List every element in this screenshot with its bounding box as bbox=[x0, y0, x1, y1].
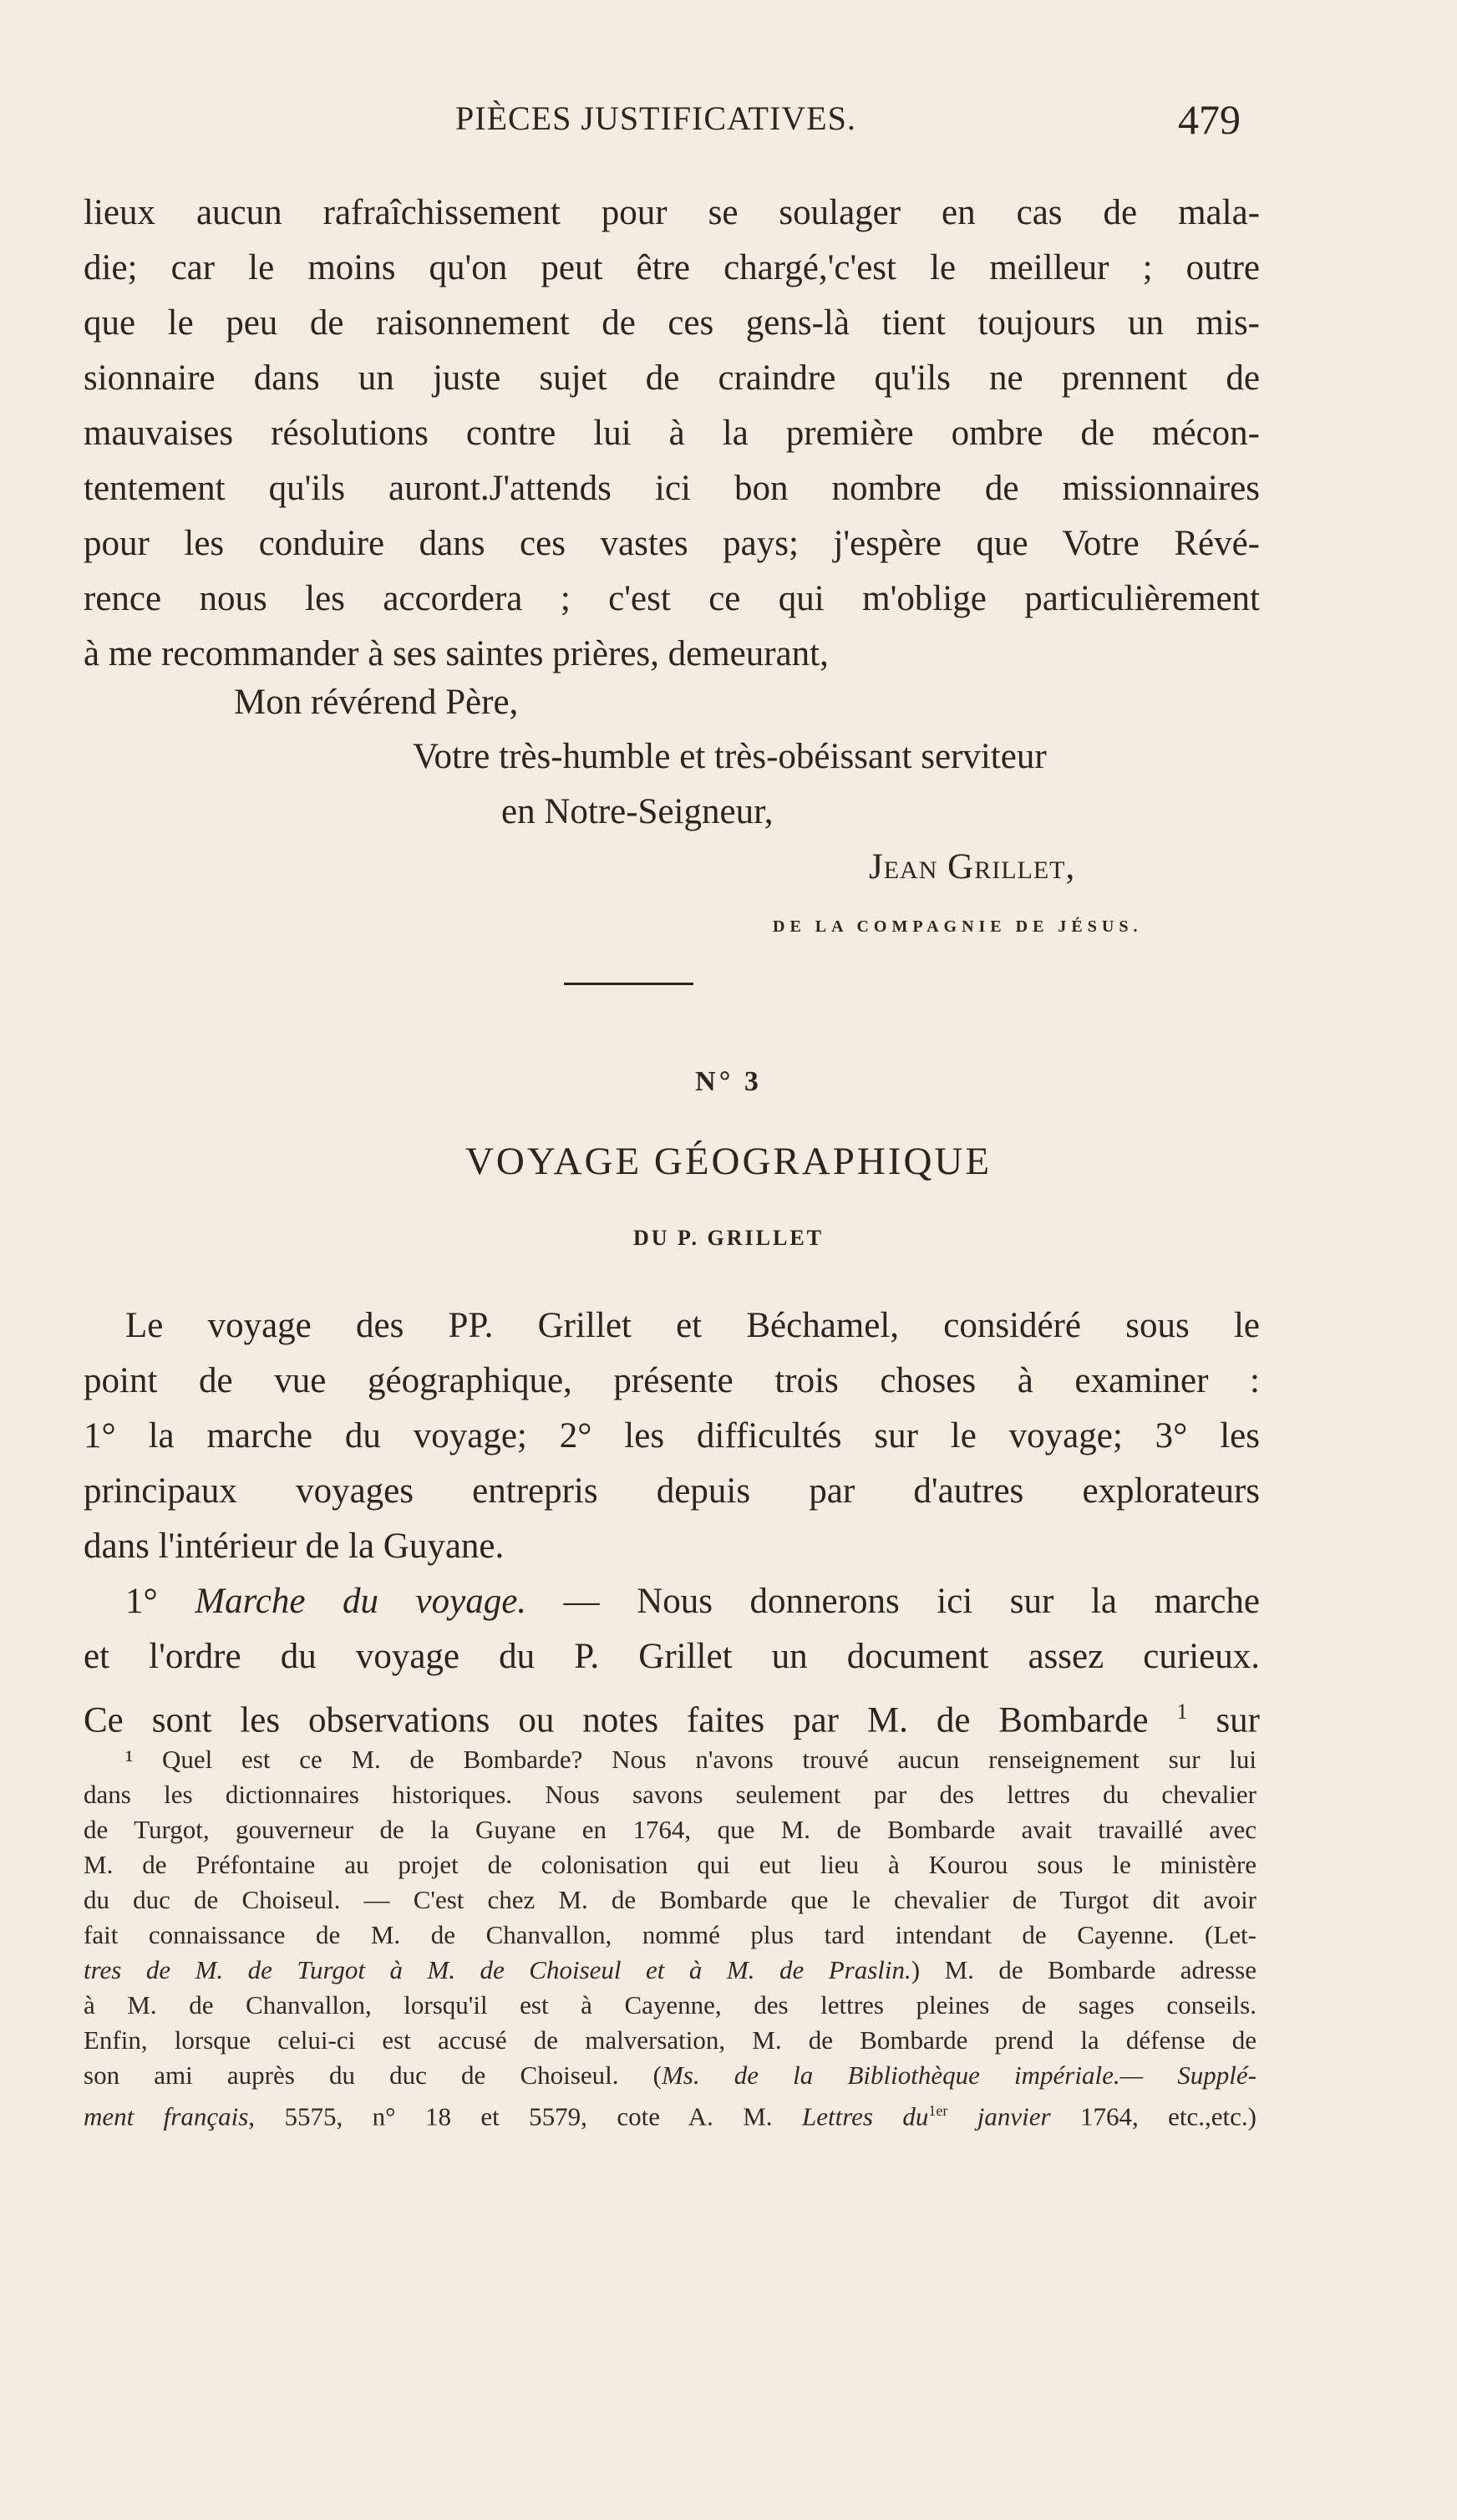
text-line: Le voyage des PP. Grillet et Béchamel, considéré sous le bbox=[125, 1306, 1260, 1345]
text-line: tentement qu'ils auront.J'attends ici bon nombre de missionnaires bbox=[84, 469, 1260, 508]
closing-line: en Notre-Seigneur, bbox=[501, 792, 774, 831]
text-fragment: son ami auprès du duc de Choiseul. ( bbox=[84, 2060, 662, 2090]
citation-italic: tres de M. de Turgot à M. de Choiseul et à M. de Praslin. bbox=[84, 1955, 911, 1984]
text-line: pour les conduire dans ces vastes pays; j'espère que Votre Révé- bbox=[84, 524, 1260, 563]
running-title: PIÈCES JUSTIFICATIVES. bbox=[455, 99, 856, 137]
text-line: sionnaire dans un juste sujet de craindre qu'ils ne prennent de bbox=[84, 358, 1260, 398]
footnote-line bbox=[84, 1953, 1256, 1988]
text-line: point de vue géographique, présente trois choses à examiner : bbox=[84, 1361, 1260, 1400]
text-line bbox=[84, 1684, 1260, 1748]
footnote bbox=[84, 1742, 1256, 2134]
text-line: dans l'intérieur de la Guyane. bbox=[84, 1527, 505, 1566]
text-line: rence nous les accordera ; c'est ce qui m'oblige particulièrement bbox=[84, 579, 1260, 618]
footnote-line: M. de Préfontaine au projet de colonisation qui eut lieu à Kourou sous le ministère bbox=[84, 1850, 1256, 1879]
footnote-line: dans les dictionnaires historiques. Nous savons seulement par des lettres du chevalier bbox=[84, 1780, 1256, 1809]
footnote-line: à M. de Chanvallon, lorsqu'il est à Cayenne, des lettres pleines de sages conseils. bbox=[84, 1990, 1256, 2020]
section-divider bbox=[564, 983, 693, 985]
text-fragment: — Nous donnerons ici sur la marche bbox=[563, 1582, 1261, 1621]
citation-italic: Ms. de la Bibliothèque impériale.— Supplé- bbox=[661, 2060, 1256, 2090]
text-fragment: Ce sont les observations ou notes faites par M. de Bombarde bbox=[84, 1700, 1149, 1740]
text-line: et l'ordre du voyage du P. Grillet un document assez curieux. bbox=[84, 1637, 1260, 1676]
footnote-line bbox=[84, 2093, 1256, 2134]
text-line bbox=[84, 1574, 1260, 1629]
signature-affiliation: DE LA COMPAGNIE DE JÉSUS. bbox=[773, 917, 1143, 936]
enumeration: 1° bbox=[125, 1582, 158, 1621]
signature: Jean Grillet, bbox=[869, 847, 1076, 887]
text-line: mauvaises résolutions contre lui à la première ombre de mécon- bbox=[84, 414, 1260, 453]
footnote-line bbox=[84, 2058, 1256, 2093]
citation-italic: ment français bbox=[84, 2101, 249, 2131]
text-fragment: sur bbox=[1187, 1700, 1261, 1740]
italic-heading: Marche du voyage. bbox=[195, 1582, 527, 1621]
footnote-line: du duc de Choiseul. — C'est chez M. de Bombarde que le chevalier de Turgot dit avoir bbox=[84, 1885, 1256, 1914]
footnote-line: Enfin, lorsque celui-ci est accusé de malversation, M. de Bombarde prend la défense de bbox=[84, 2025, 1256, 2055]
text-line: que le peu de raisonnement de ces gens-là tient toujours un mis- bbox=[84, 303, 1260, 343]
text-line: 1° la marche du voyage; 2° les difficultés sur le voyage; 3° les bbox=[84, 1416, 1260, 1456]
running-header bbox=[0, 96, 1457, 149]
footnote-line: de Turgot, gouverneur de la Guyane en 1764, que M. de Bombarde avait travaillé avec bbox=[84, 1815, 1256, 1844]
footnote-line: fait connaissance de M. de Chanvallon, nommé plus tard intendant de Cayenne. (Let- bbox=[84, 1920, 1256, 1949]
text-line: à me recommander à ses saintes prières, demeurant, bbox=[84, 634, 829, 673]
footnote-line: ¹ Quel est ce M. de Bombarde? Nous n'avons trouvé aucun renseignement sur lui bbox=[125, 1745, 1256, 1774]
section-number: N° 3 bbox=[695, 1066, 762, 1097]
page-number: 479 bbox=[1178, 96, 1241, 143]
text-line: die; car le moins qu'on peut être chargé,'c'est le meilleur ; outre bbox=[84, 248, 1260, 287]
text-line: lieux aucun rafraîchissement pour se soulager en cas de mala- bbox=[84, 193, 1260, 232]
citation-italic: janvier bbox=[947, 2101, 1051, 2131]
footnote-ref: 1 bbox=[1176, 1699, 1188, 1724]
text-line: principaux voyages entrepris depuis par d'autres explorateurs bbox=[84, 1471, 1260, 1511]
text-fragment: ) M. de Bombarde adresse bbox=[911, 1955, 1256, 1984]
closing-line: Votre très-humble et très-obéissant serviteur bbox=[413, 737, 1047, 776]
section-title: VOYAGE GÉOGRAPHIQUE bbox=[465, 1140, 992, 1183]
letter-paragraph bbox=[84, 185, 1260, 682]
text-fragment: , 5575, n° 18 et 5579, cote A. M. bbox=[248, 2101, 802, 2131]
salutation: Mon révérend Père, bbox=[234, 683, 519, 722]
citation-italic: Lettres du bbox=[801, 2101, 929, 2131]
body-paragraph bbox=[84, 1574, 1260, 1748]
section-subtitle: DU P. GRILLET bbox=[632, 1226, 825, 1250]
superscript: 1er bbox=[928, 2102, 948, 2119]
body-paragraph bbox=[84, 1298, 1260, 1574]
text-fragment: 1764, etc.,etc.) bbox=[1050, 2101, 1257, 2131]
